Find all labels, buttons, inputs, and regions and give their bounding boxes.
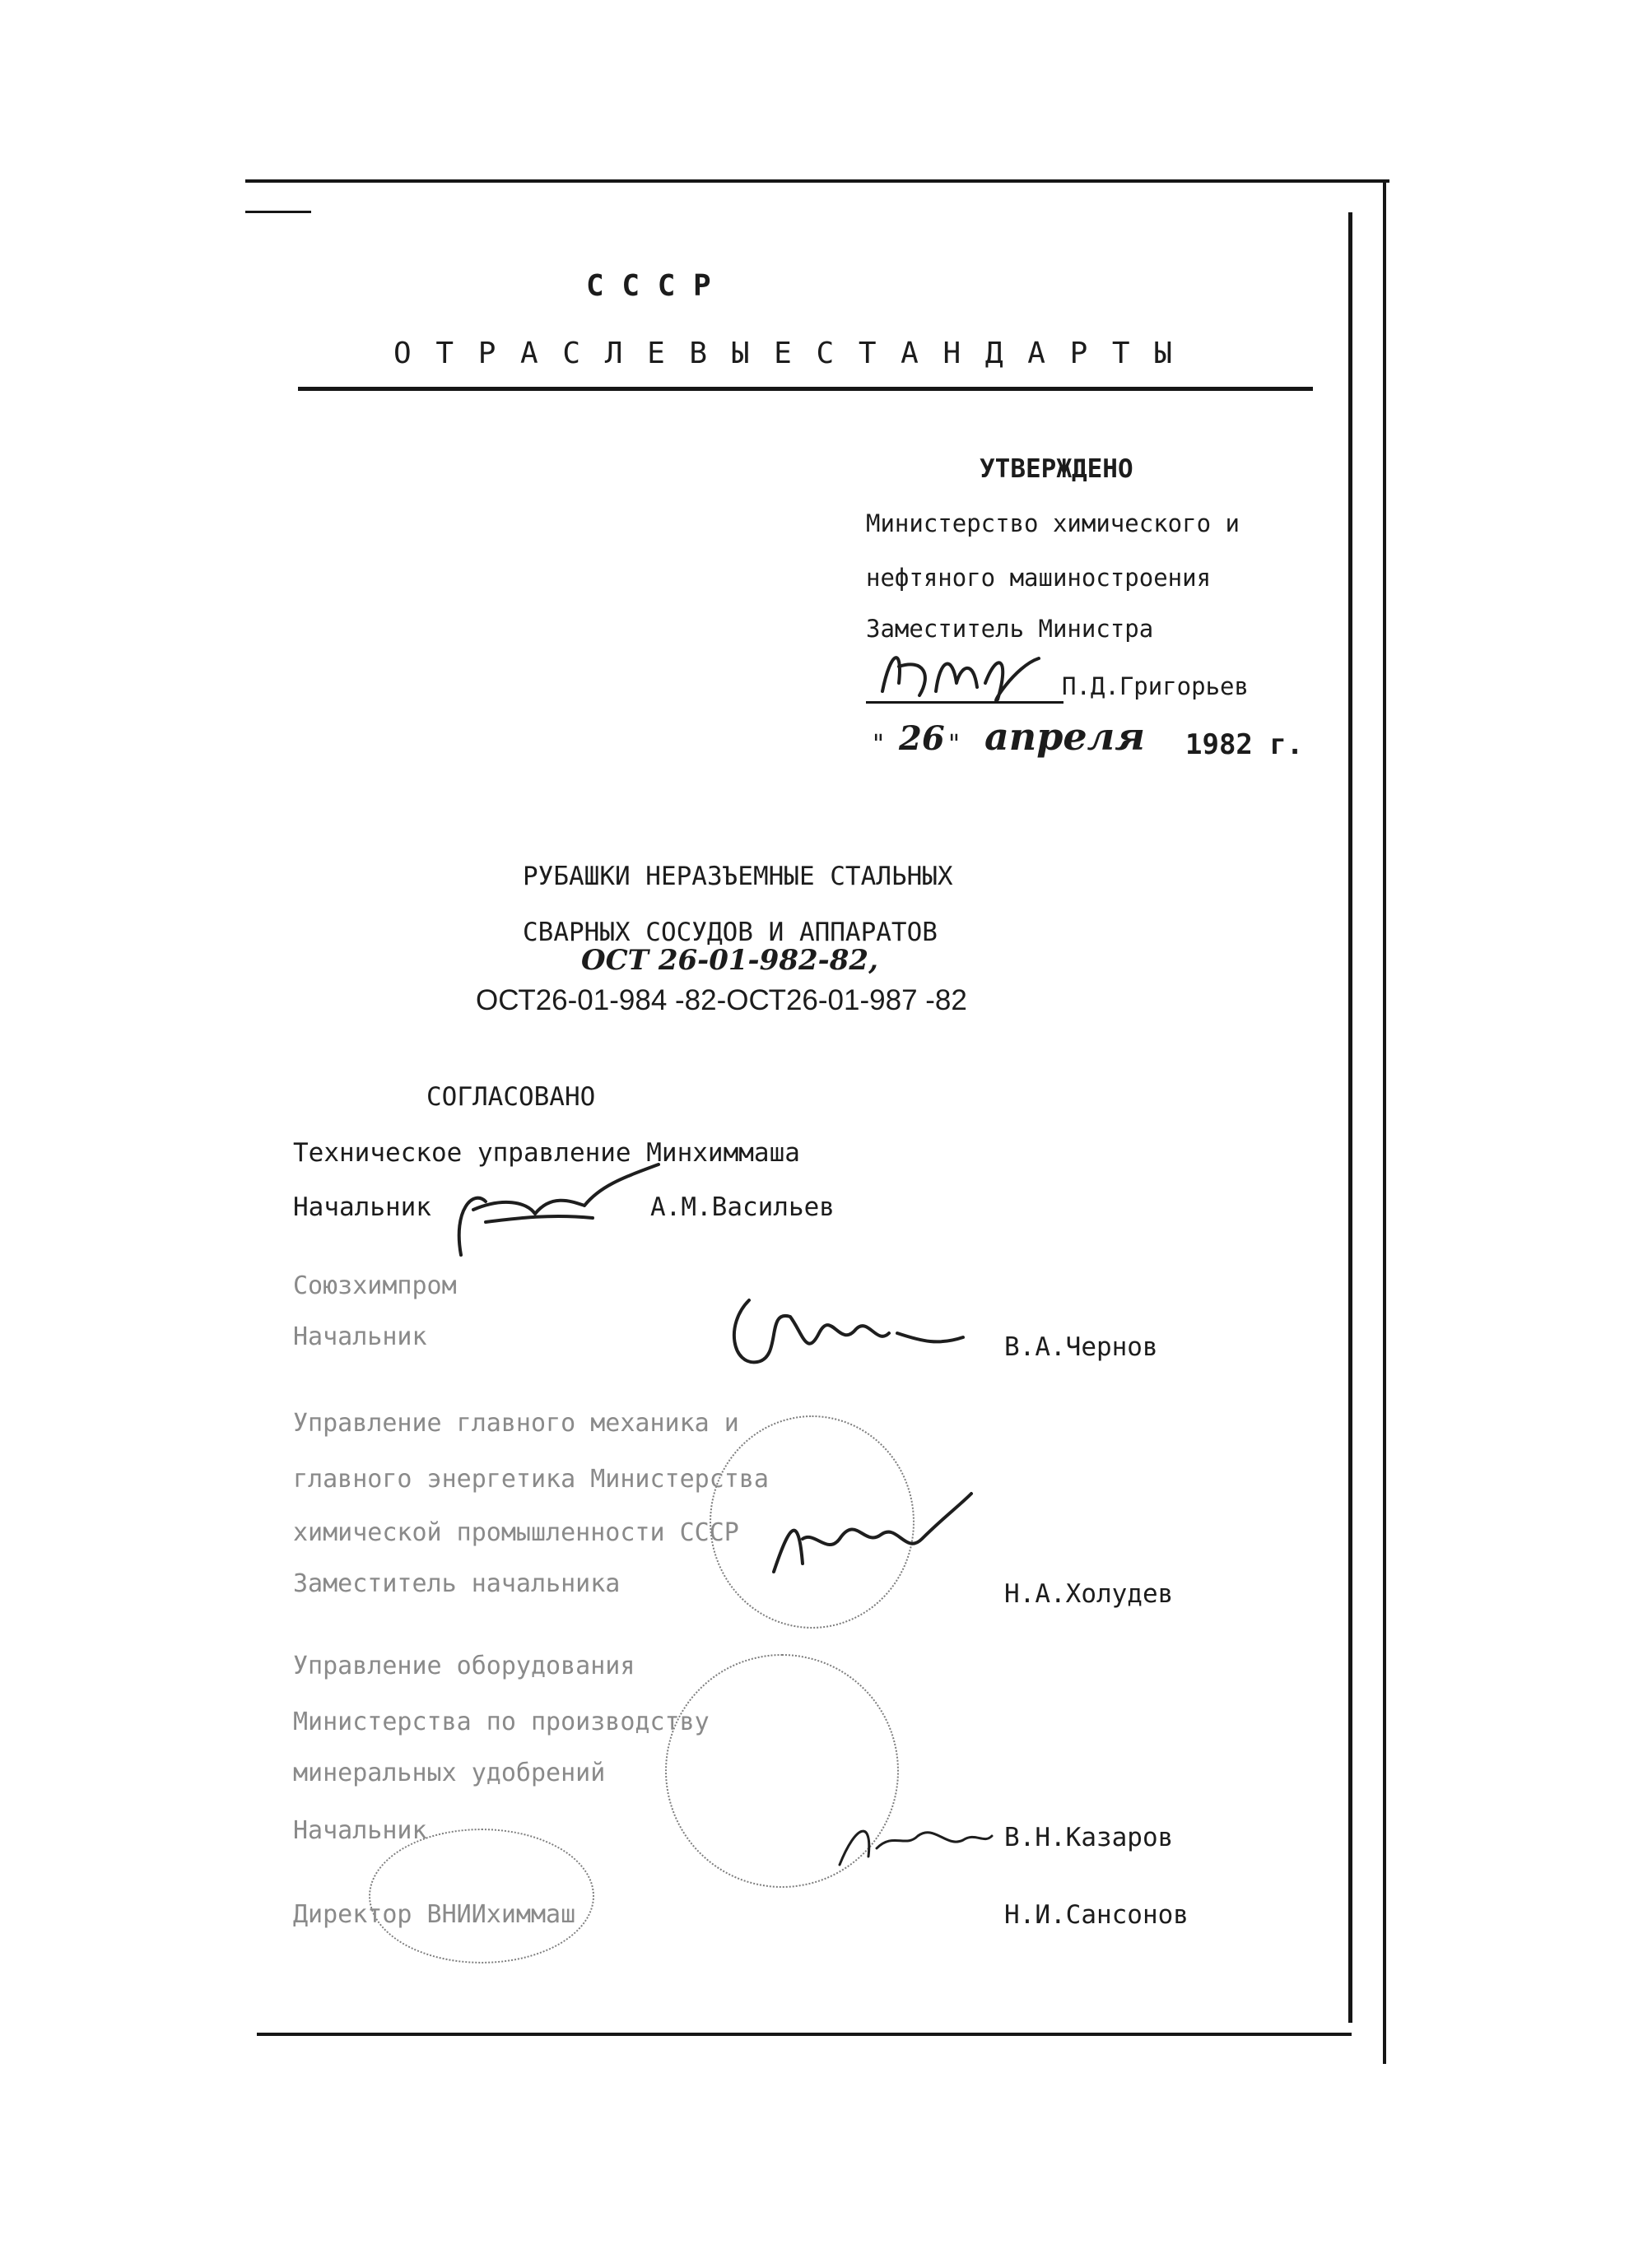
approval-signature-line	[866, 701, 1064, 704]
approval-date-close-quote: "	[947, 730, 962, 759]
agreed-org4-line-3: минеральных удобрений	[293, 1759, 606, 1787]
agreed-org4-signature	[831, 1807, 996, 1873]
agreed-org3-signature	[766, 1490, 980, 1588]
title-line-2: СВАРНЫХ СОСУДОВ И АППАРАТОВ	[523, 918, 938, 947]
approval-date-day: 26	[899, 719, 945, 758]
agreed-dept: Техническое управление Минхиммаша	[293, 1138, 800, 1168]
approval-date-month: апреля	[984, 714, 1145, 759]
agreed-org5-name: Н.И.Сансонов	[1004, 1900, 1189, 1930]
agreed-org3-line-1: Управление главного механика и	[293, 1409, 739, 1438]
agreed-org4-line-1: Управление оборудования	[293, 1652, 635, 1680]
agreed-org3-line-3: химической промышленности СССР	[293, 1518, 739, 1547]
header-country: С С С Р	[586, 269, 711, 303]
agreed-heading: СОГЛАСОВАНО	[426, 1082, 596, 1112]
agreed-org4-line-2: Министерства по производству	[293, 1708, 710, 1736]
frame-right-rule-inner	[1348, 212, 1352, 2023]
agreed-org4-line-4: Начальник	[293, 1816, 427, 1845]
frame-top-rule	[245, 179, 1389, 183]
agreed-org5-label: Директор ВНИИхиммаш	[293, 1900, 576, 1929]
small-stamp	[369, 1829, 594, 1964]
approval-line-2: нефтяного машиностроения	[866, 564, 1212, 592]
frame-right-rule-outer	[1383, 181, 1386, 2064]
agreed-org3-line-4: Заместитель начальника	[293, 1569, 621, 1598]
approval-line-1: Министерство химического и	[866, 509, 1240, 537]
agreed-org2: Союзхимпром	[293, 1271, 457, 1300]
title-codes: ОСТ26-01-984 -82-ОСТ26-01-987 -82	[476, 984, 967, 1016]
agreed-org3-name: Н.А.Холудев	[1004, 1579, 1174, 1609]
frame-top-rule-short	[245, 211, 311, 213]
agreed-chief-label: Начальник	[293, 1192, 431, 1222]
header-underline	[298, 387, 1313, 391]
approval-heading: УТВЕРЖДЕНО	[980, 454, 1133, 484]
header-series: О Т Р А С Л Е В Ы Е С Т А Н Д А Р Т Ы	[393, 337, 1175, 370]
approval-signer: П.Д.Григорьев	[1062, 672, 1249, 700]
title-handwritten-code: ОСТ 26-01-982-82,	[581, 944, 878, 977]
agreed-org3-line-2: главного энергетика Министерства	[293, 1465, 769, 1494]
title-line-1: РУБАШКИ НЕРАЗЪЕМНЫЕ СТАЛЬНЫХ	[523, 862, 953, 891]
agreed-chief-signature	[428, 1152, 675, 1259]
approval-signature	[874, 634, 1055, 708]
agreed-org2-signature	[724, 1284, 971, 1374]
approval-date-open-quote: "	[871, 730, 887, 759]
approval-line-3: Заместитель Министра	[866, 615, 1154, 643]
agreed-org4-name: В.Н.Казаров	[1004, 1823, 1174, 1852]
frame-bottom-rule	[257, 2033, 1352, 2036]
approval-date-year: 1982 г.	[1185, 728, 1304, 761]
agreed-chief-name: А.М.Васильев	[650, 1192, 835, 1222]
agreed-org2-name: В.А.Чернов	[1004, 1332, 1158, 1362]
agreed-org2-title: Начальник	[293, 1322, 427, 1351]
